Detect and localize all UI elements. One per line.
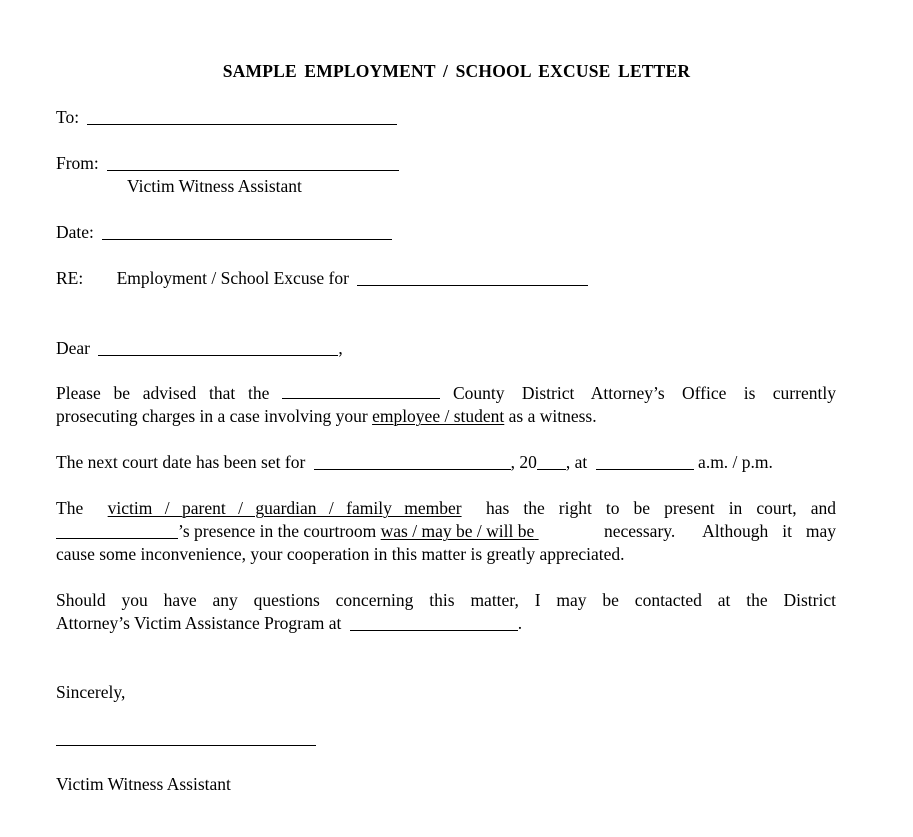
- court-date-text: The next court date has been set for: [56, 452, 306, 472]
- phone-blank-field[interactable]: [350, 614, 518, 631]
- court-date-blank-field[interactable]: [314, 453, 511, 470]
- relationship-options: victim / parent / guardian / family member: [107, 498, 462, 518]
- para3-line2-post: necessary. Although it may: [604, 521, 836, 541]
- date-blank-field[interactable]: [102, 223, 392, 240]
- salutation-row: [56, 337, 343, 359]
- person-blank-field[interactable]: [56, 522, 178, 539]
- para1-word: the: [248, 383, 270, 403]
- date-label: Date:: [56, 222, 94, 242]
- from-row: [56, 152, 399, 174]
- date-row: [56, 221, 392, 243]
- paragraph-court-date: [56, 451, 773, 473]
- salutation-label: Dear: [56, 338, 91, 358]
- employee-student-option: employee / student: [372, 406, 505, 426]
- para1-word: advised: [142, 383, 197, 403]
- year-blank-field[interactable]: [537, 453, 566, 470]
- at-text: , at: [565, 452, 588, 472]
- para3-the: The: [56, 498, 84, 518]
- county-blank-field[interactable]: [282, 382, 440, 399]
- para1-line1: [56, 382, 836, 405]
- signature-title: Victim Witness Assistant: [56, 774, 231, 794]
- para4-line1: Should you have any questions concerning this matter, I may be contacted at the District: [56, 590, 836, 610]
- para3-line1: [56, 497, 836, 520]
- para3-line2: [56, 520, 836, 543]
- re-row: [56, 267, 588, 289]
- re-name-blank-field[interactable]: [357, 269, 588, 286]
- necessity-options: was / may be / will be: [380, 521, 535, 541]
- signature-blank-field[interactable]: [56, 745, 316, 746]
- para1-county-text: County District Attorney’s Office is currently: [452, 383, 836, 403]
- re-text: Employment / School Excuse for: [116, 268, 349, 288]
- from-subtitle: Victim Witness Assistant: [127, 176, 302, 196]
- para1-word: be: [113, 383, 131, 403]
- para1-word: Please: [56, 383, 101, 403]
- paragraph-advisement: [56, 382, 836, 428]
- closing: Sincerely,: [56, 682, 126, 702]
- para1-line2: [56, 405, 836, 428]
- paragraph-contact: [56, 589, 836, 635]
- para3-line1-post: has the right to be present in court, and: [486, 498, 836, 518]
- paragraph-right-to-be-present: [56, 497, 836, 566]
- para4-line2-pre: Attorney’s Victim Assistance Program at: [56, 613, 342, 633]
- para4-period: .: [517, 613, 523, 633]
- para1-line2-post: as a witness.: [508, 406, 597, 426]
- year-prefix: , 20: [510, 452, 537, 472]
- time-blank-field[interactable]: [596, 453, 694, 470]
- para1-word: that: [209, 383, 236, 403]
- letter-title: SAMPLE EMPLOYMENT / SCHOOL EXCUSE LETTER: [222, 61, 691, 81]
- from-blank-field[interactable]: [107, 154, 399, 171]
- para3-possessive: ’s presence in the courtroom: [178, 521, 377, 541]
- to-label: To:: [56, 107, 80, 127]
- ampm-text: a.m. / p.m.: [698, 452, 773, 472]
- para1-after-blank: [453, 382, 836, 405]
- para4-line2: [56, 612, 836, 635]
- re-label: RE:: [56, 268, 84, 288]
- salutation-comma: ,: [338, 338, 343, 358]
- to-row: [56, 106, 397, 128]
- to-blank-field[interactable]: [87, 108, 397, 125]
- from-label: From:: [56, 153, 99, 173]
- para3-line3: cause some inconvenience, your cooperation in this matter is greatly appreciated.: [56, 544, 625, 564]
- salutation-blank-field[interactable]: [98, 339, 338, 356]
- para1-line2-pre: prosecuting charges in a case involving your: [56, 406, 368, 426]
